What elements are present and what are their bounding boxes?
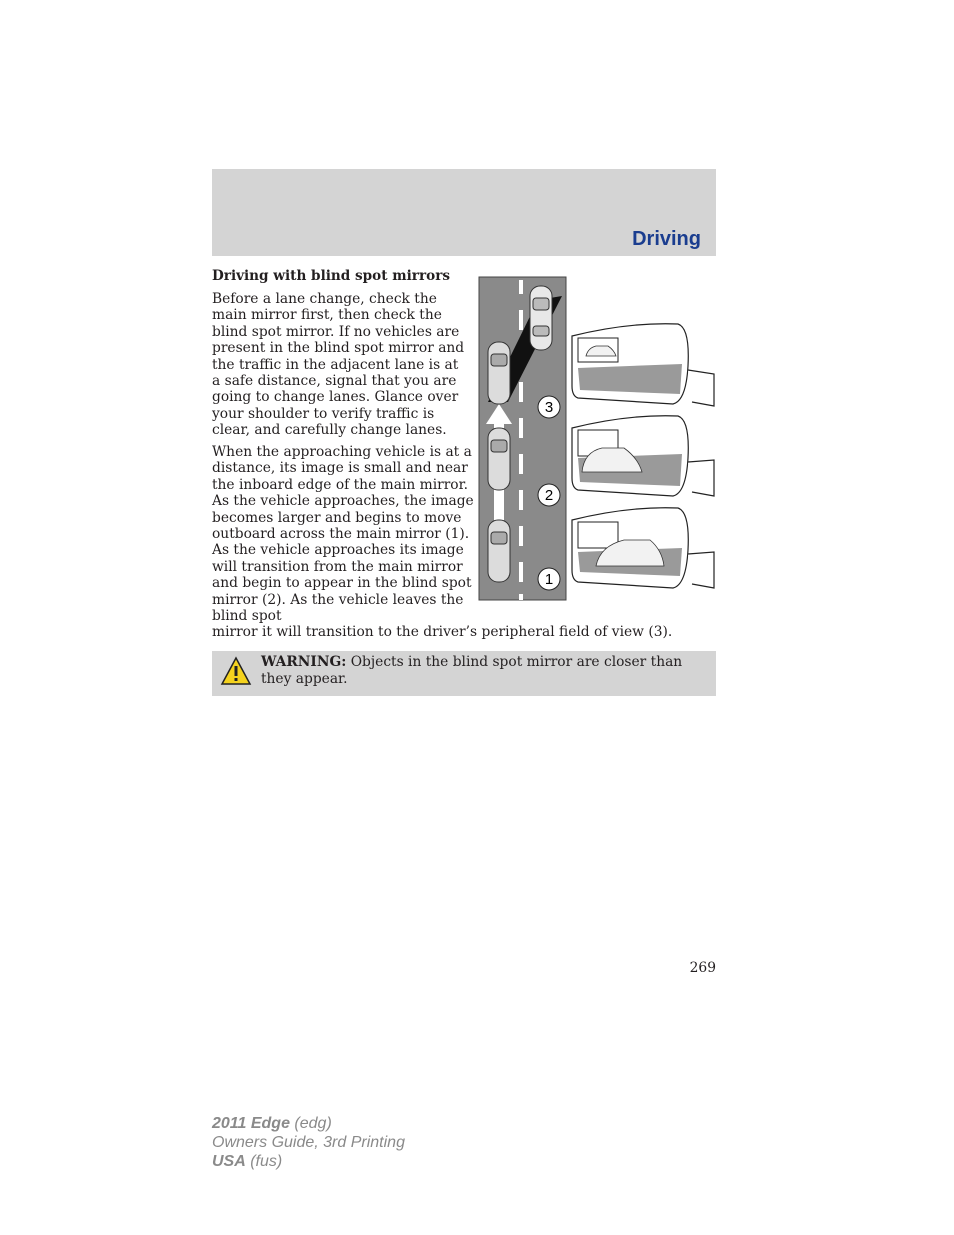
footer-model-code: (edg) <box>289 1115 332 1132</box>
warning-text <box>261 654 711 688</box>
subheading: Driving with blind spot mirrors <box>212 268 451 284</box>
paragraph-lane-change: Before a lane change, check the main mirror first, then check the blind spot mirror. If no vehicles are present in the blind spot mirror and the traffic in the adjacent lane is at a safe distance, signal that you are going to change lanes. Glance over your shoulder to verify traffic is clear, and carefully change lanes. <box>212 291 465 439</box>
footer-market-code: (fus) <box>245 1153 283 1170</box>
footer <box>212 1114 405 1171</box>
footer-market: USA <box>212 1153 246 1170</box>
callout-1: 1 <box>544 571 554 588</box>
section-title: Driving <box>632 228 701 250</box>
warning-label: WARNING: <box>261 654 347 670</box>
blind-spot-mirror-illustration <box>478 276 718 606</box>
paragraph-approaching-vehicle-continued: mirror it will transition to the driver’s peripheral field of view (3). <box>212 624 673 640</box>
warning-triangle-icon <box>220 656 252 686</box>
callout-2: 2 <box>544 487 554 504</box>
footer-line-3 <box>212 1152 405 1171</box>
footer-line-2: Owners Guide, 3rd Printing <box>212 1134 405 1151</box>
warning-body: Objects in the blind spot mirror are closer than they appear. <box>261 654 683 687</box>
paragraph-approaching-vehicle: When the approaching vehicle is at a distance, its image is small and near the inboard edge of the main mirror. As the vehicle approaches, the image becomes larger and begins to move outboard across the main mirror (1). As the vehicle approaches its image will transition from the main mirror and begin to appear in the blind spot mirror (2). As the vehicle leaves the blind spot <box>212 444 474 625</box>
footer-model: 2011 Edge <box>212 1115 290 1132</box>
callout-3: 3 <box>544 399 554 416</box>
section-header-band <box>212 169 716 256</box>
footer-line-1 <box>212 1114 405 1133</box>
page-number: 269 <box>689 960 716 976</box>
warning-box <box>212 651 716 696</box>
